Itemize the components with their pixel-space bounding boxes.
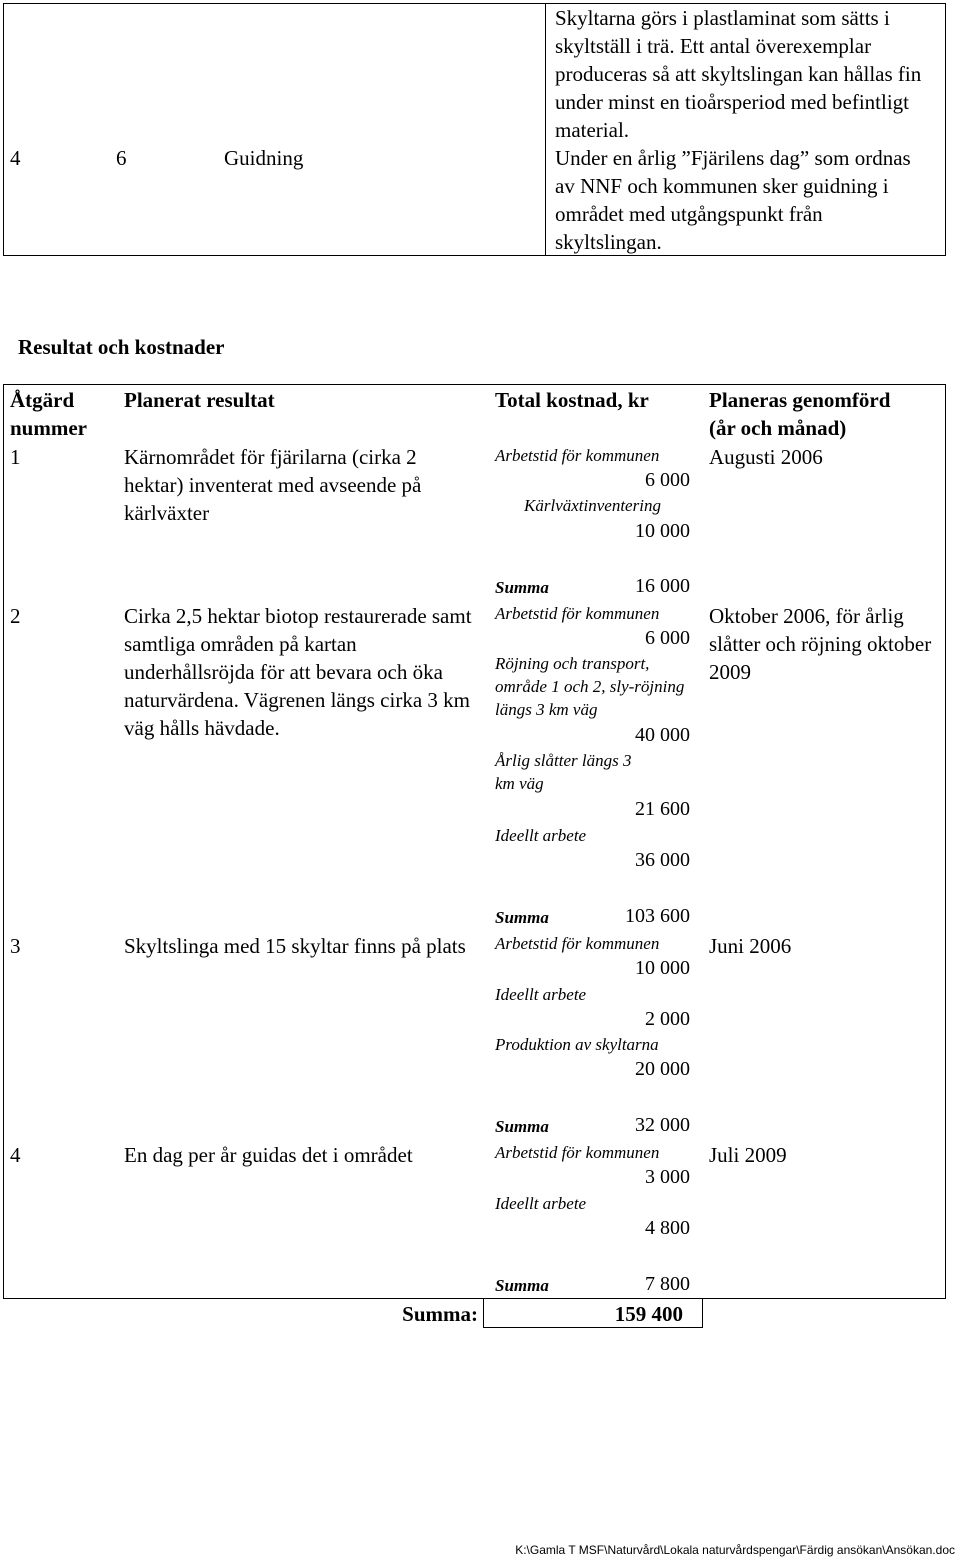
- description-text: Under en årlig ”Fjärilens dag” som ordnas av NNF och kommunen sker guidning i området med utgångspunkt från skyltslingan.: [555, 146, 911, 254]
- sum-value: 7 800: [645, 1273, 690, 1295]
- sum-value: 16 000: [635, 575, 690, 597]
- table-border: [483, 1298, 484, 1328]
- row-number: 3: [10, 934, 21, 958]
- row-sum: [495, 573, 690, 599]
- action-name: Guidning: [224, 146, 304, 170]
- sum-value: 32 000: [635, 1114, 690, 1136]
- sum-value: 103 600: [625, 905, 690, 927]
- row-result: En dag per år guidas det i området: [124, 1143, 413, 1167]
- row-number: 4: [10, 1143, 21, 1167]
- cost-value: 6 000: [645, 469, 690, 491]
- cost-value: 21 600: [635, 798, 690, 820]
- row-sum: [495, 1271, 690, 1297]
- table-border: [945, 384, 946, 1299]
- sum-label: Summa: [495, 1117, 549, 1136]
- cost-label: Ideellt arbete: [495, 1194, 587, 1213]
- header-action-number-2: nummer: [10, 416, 87, 440]
- cost-label: Ideellt arbete: [495, 985, 587, 1004]
- row-planned-date: Augusti 2006: [709, 445, 823, 469]
- header-planned-result: Planerat resultat: [124, 388, 275, 412]
- total-label: Summa:: [402, 1302, 478, 1326]
- row-planned-date: Oktober 2006, för årlig slåtter och röjning oktober 2009: [709, 604, 932, 684]
- cost-label: Årlig slåtter längs 3 km väg: [495, 751, 632, 793]
- cost-label: Arbetstid för kommunen: [495, 934, 660, 953]
- cost-value: 4 800: [645, 1217, 690, 1239]
- total-value: 159 400: [614, 1302, 683, 1326]
- table-border: [945, 3, 946, 256]
- cost-label: Arbetstid för kommunen: [495, 604, 660, 623]
- table-border: [3, 384, 946, 385]
- description-text: Skyltarna görs i plastlaminat som sätts i skyltställ i trä. Ett antal överexemplar produceras så att skyltslingan kan hållas fin under minst en tioårsperiod med befintligt material.: [555, 6, 922, 142]
- row-number: 2: [10, 604, 21, 628]
- cost-value: 20 000: [635, 1058, 690, 1080]
- cost-value: 10 000: [635, 957, 690, 979]
- cost-label: Arbetstid för kommunen: [495, 446, 660, 465]
- section-title: Resultat och kostnader: [18, 335, 225, 359]
- cost-value: 36 000: [635, 849, 690, 871]
- action-sub-number: 6: [116, 146, 127, 170]
- cost-label: Produktion av skyltarna: [495, 1035, 659, 1054]
- cost-label: Ideellt arbete: [495, 826, 587, 845]
- cost-label: Kärlväxtinventering: [524, 496, 661, 515]
- cost-label: Arbetstid för kommunen: [495, 1143, 660, 1162]
- table-border: [545, 3, 546, 256]
- header-planned-date-2: (år och månad): [709, 416, 847, 440]
- row-sum: [495, 1112, 690, 1138]
- action-number: 4: [10, 146, 21, 170]
- row-planned-date: Juli 2009: [709, 1143, 787, 1167]
- sum-label: Summa: [495, 1276, 549, 1295]
- row-result: Skyltslinga med 15 skyltar finns på plats: [124, 934, 466, 958]
- header-planned-date-1: Planeras genomförd: [709, 388, 891, 412]
- cost-value: 40 000: [635, 724, 690, 746]
- header-action-number-1: Åtgärd: [10, 388, 75, 412]
- cost-label: Röjning och transport, område 1 och 2, sly-röjning längs 3 km väg: [495, 654, 685, 719]
- sum-label: Summa: [495, 578, 549, 597]
- row-number: 1: [10, 445, 21, 469]
- header-total-cost: Total kostnad, kr: [495, 388, 649, 412]
- row-result: Kärnområdet för fjärilarna (cirka 2 hektar) inventerat med avseende på kärlväxter: [124, 445, 422, 525]
- cost-value: 10 000: [635, 520, 690, 542]
- table-border: [3, 3, 4, 256]
- row-result: Cirka 2,5 hektar biotop restaurerade samt samtliga områden på kartan underhållsröjda för att bevara och öka naturvärdena. Vägrenen längs cirka 3 km väg hålls hävdade.: [124, 604, 472, 740]
- cost-value: 2 000: [645, 1008, 690, 1030]
- sum-label: Summa: [495, 908, 549, 927]
- cost-value: 3 000: [645, 1166, 690, 1188]
- row-planned-date: Juni 2006: [709, 934, 792, 958]
- table-border: [3, 384, 4, 1299]
- cost-value: 6 000: [645, 627, 690, 649]
- row-sum: [495, 903, 690, 929]
- footer-file-path: K:\Gamla T MSF\Naturvård\Lokala naturvårdspengar\Färdig ansökan\Ansökan.doc: [515, 1543, 955, 1557]
- table-border: [3, 1298, 946, 1299]
- table-border: [702, 1298, 703, 1328]
